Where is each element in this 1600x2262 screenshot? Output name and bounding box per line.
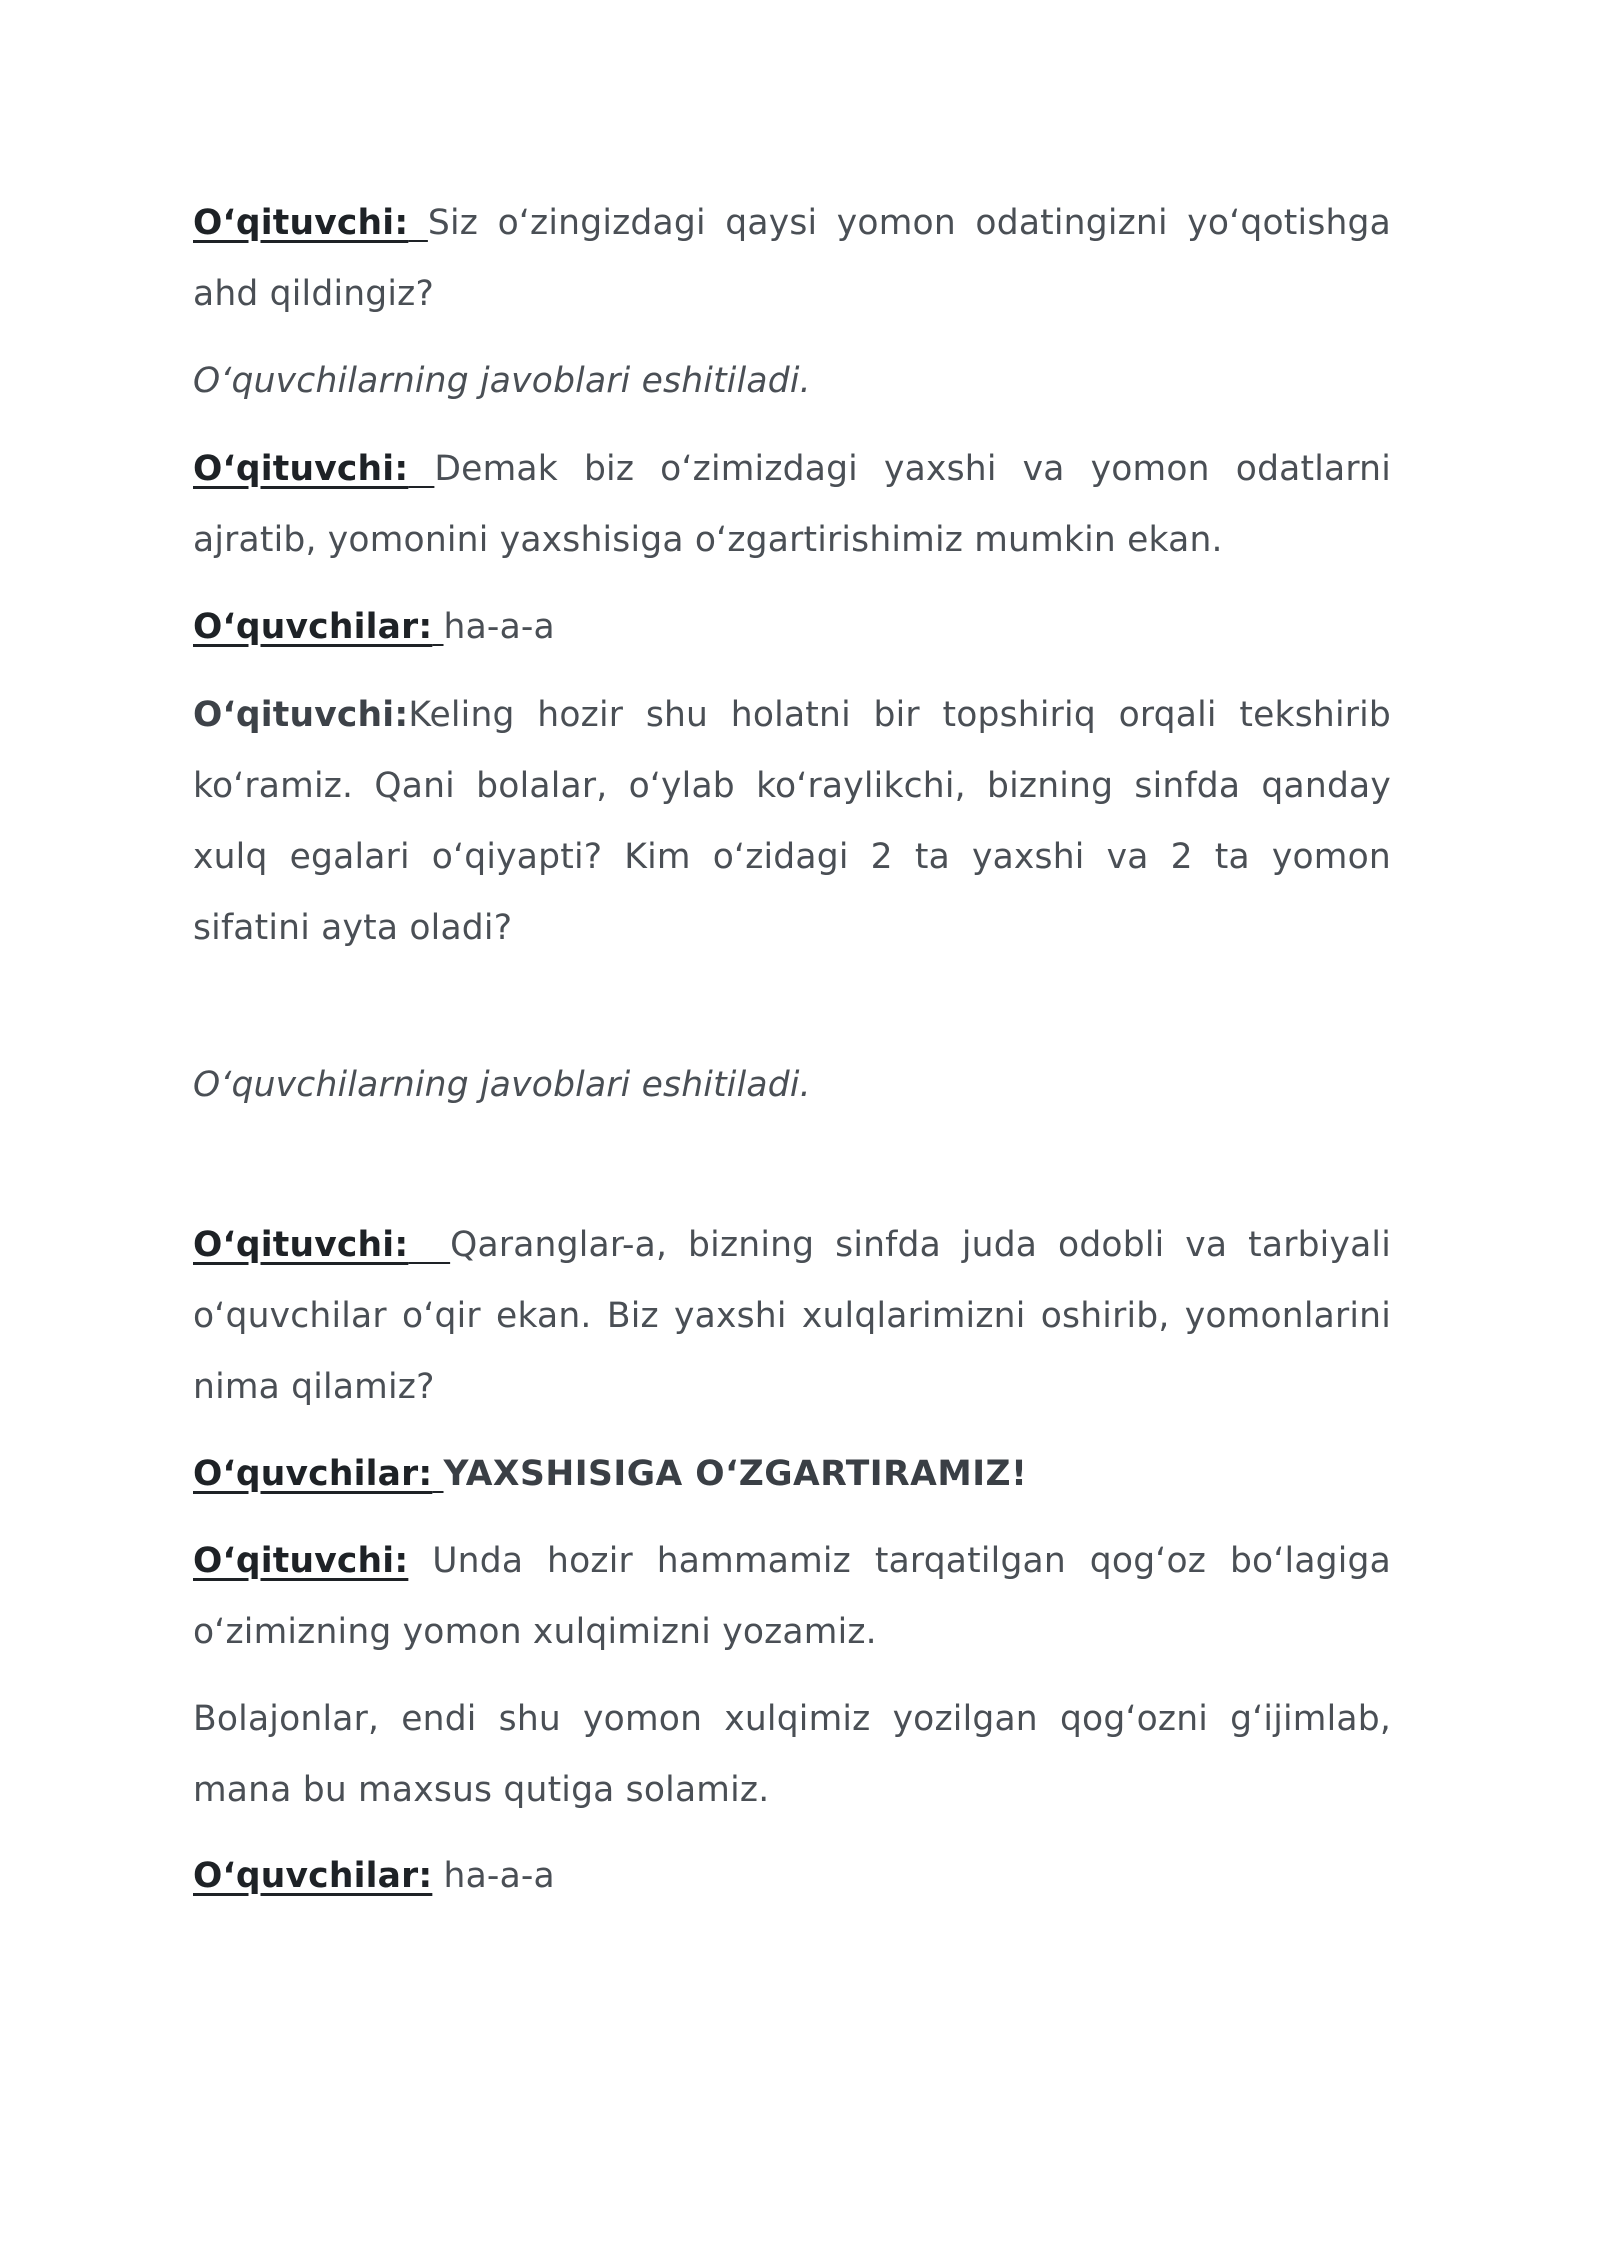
dialogue-paragraph-7 — [193, 1526, 1391, 1668]
dialogue-text: Keling hozir shu holatni bir topshiriq orqali tekshirib ko‘ramiz. Qani bolalar, o‘ylab ko‘raylikchi, bizning sinfda qanday xulq egalari o‘qiyapti? Kim o‘zidagi 2 ta yaxshi va 2 ta yomon sifatini ayta oladi? — [193, 695, 1391, 948]
speaker-spacer — [408, 449, 434, 489]
dialogue-text: Qaranglar-a, bizning sinfda juda odobli va tarbiyali o‘quvchilar o‘qir ekan. Biz yaxshi xulqlarimizni oshirib, yomonlarini nima qilamiz? — [193, 1225, 1391, 1407]
speaker-label: O‘qituvchi: — [193, 449, 409, 489]
speaker-label: O‘qituvchi: — [193, 1541, 409, 1581]
speaker-label: O‘qituvchi: — [193, 1225, 409, 1265]
speaker-spacer — [432, 607, 443, 647]
dialogue-text: Unda hozir hammamiz tarqatilgan qog‘oz bo‘lagiga o‘zimizning yomon xulqimizni yozamiz. — [193, 1541, 1391, 1652]
speaker-label: O‘quvchilar: — [193, 607, 433, 647]
dialogue-paragraph-4 — [193, 680, 1391, 964]
speaker-spacer — [432, 1454, 443, 1494]
dialogue-text: YAXSHISIGA O‘ZGARTIRAMIZ! — [443, 1454, 1028, 1494]
narration-paragraph: Bolajonlar, endi shu yomon xulqimiz yozilgan qog‘ozni g‘ijimlab, mana bu maxsus qutiga solamiz. — [193, 1699, 1391, 1810]
dialogue-paragraph-1 — [193, 188, 1391, 330]
dialogue-paragraph-6 — [193, 1439, 1391, 1510]
dialogue-paragraph-2 — [193, 434, 1391, 576]
dialogue-text: ha-a-a — [443, 1856, 555, 1896]
speaker-spacer — [408, 1225, 450, 1265]
speaker-spacer — [408, 203, 428, 243]
dialogue-paragraph-5 — [193, 1210, 1391, 1423]
dialogue-text: Demak biz o‘zimizdagi yaxshi va yomon odatlarni ajratib, yomonini yaxshisiga o‘zgartirishimiz mumkin ekan. — [193, 449, 1392, 560]
dialogue-paragraph-8 — [193, 1841, 1391, 1912]
dialogue-text: ha-a-a — [443, 607, 555, 647]
dialogue-text: Siz o‘zingizdagi qaysi yomon odatingizni yo‘qotishga ahd qildingiz? — [193, 203, 1391, 314]
stage-direction-2: O‘quvchilarning javoblari eshitiladi. — [193, 1065, 811, 1105]
speaker-label: O‘quvchilar: — [193, 1856, 433, 1896]
speaker-label: O‘quvchilar: — [193, 1454, 433, 1494]
dialogue-paragraph-3 — [193, 592, 1391, 663]
speaker-label: O‘qituvchi: — [193, 203, 409, 243]
stage-direction-1: O‘quvchilarning javoblari eshitiladi. — [193, 361, 811, 401]
speaker-label: O‘qituvchi: — [193, 695, 409, 735]
